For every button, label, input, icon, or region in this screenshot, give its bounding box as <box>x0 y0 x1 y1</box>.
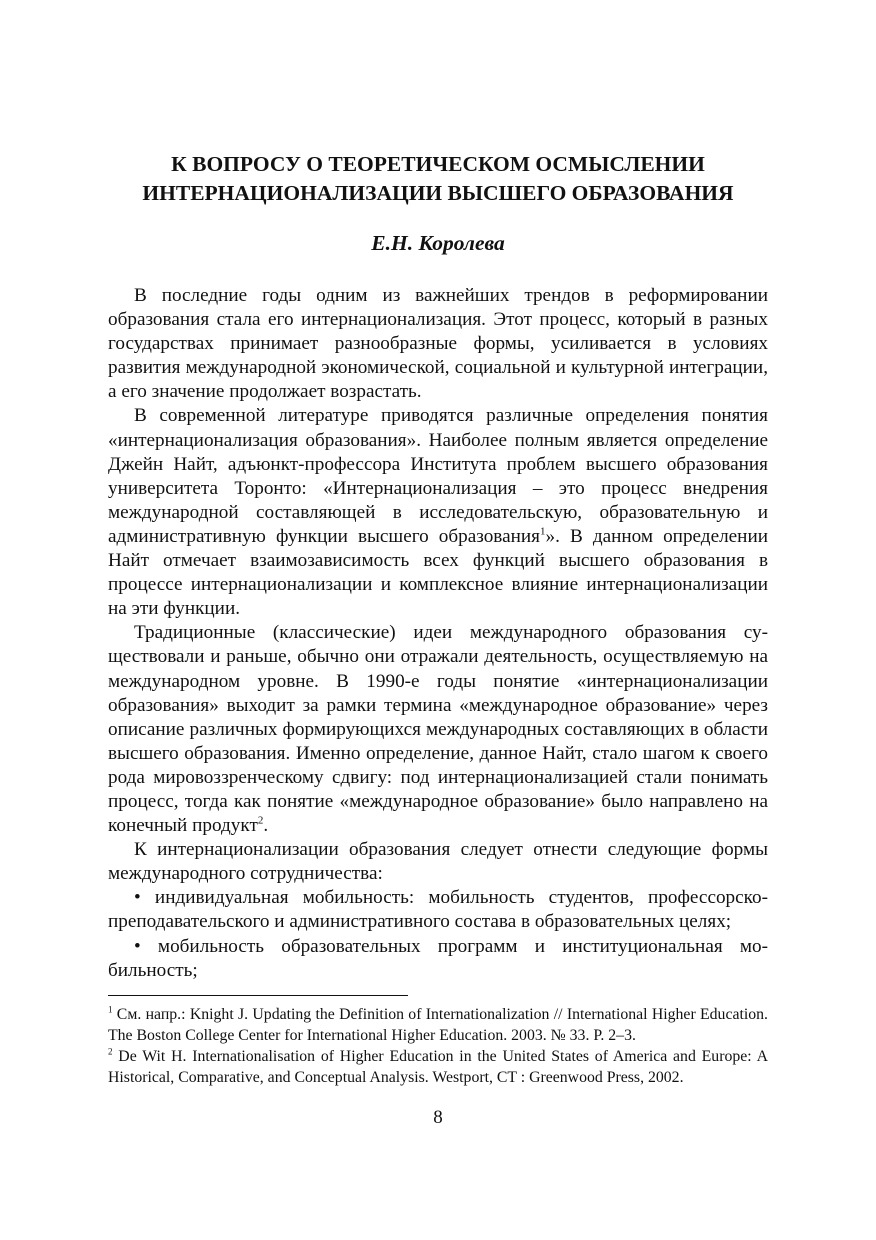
footnote-ref-2[interactable]: 2 <box>257 814 264 827</box>
footnote-mark-1: 1 <box>108 1004 113 1015</box>
footnote-2-text: De Wit H. Internationalisation of Higher Education in the United States of America and Europe: A Historical, Comparative, and Conceptual Analysis. Westport, CT : Greenwood Press, 2002. <box>108 1048 768 1086</box>
paragraph-3-text: Традиционные (классические) идеи международного образования существовали и раньше, обычно они отражали деятельность, осуществляемую на международном уровне. В 1990-е годы понятие «интернационализации образования» выходит за рамки термина «международное образование» через описание различных формирующихся международных составляющих в области высшего образования. Именно определение, данное Найт, стало шагом к своего рода мировоззренческому сдвигу: под интернационализацией стали понимать процесс, тогда как понятие «международное образование» было направлено на конечный продукт <box>108 622 768 837</box>
footnotes <box>108 1004 768 1088</box>
footnote-mark-2: 2 <box>108 1046 113 1057</box>
author-name: Е.Н. Королева <box>371 231 505 255</box>
footnote-2 <box>108 1046 768 1088</box>
paragraph-4: К интернационализации образования следует отнести следующие формы международного сотрудничества: <box>108 839 768 885</box>
paragraph-3-end: . <box>263 815 269 837</box>
article-title-line-2: ИНТЕРНАЦИОНАЛИЗАЦИИ ВЫСШЕГО ОБРАЗОВАНИЯ <box>142 181 734 205</box>
bullet-item-1: • индивидуальная мобильность: мобильность студентов, профессорско-преподавательского и административного состава в образовательных целях; <box>108 887 768 933</box>
paragraph-2 <box>108 404 768 621</box>
paragraph-1: В последние годы одним из важнейших трендов в реформировании образования стала его интернационализация. Этот процесс, который в разных государствах принимает разнообразные формы, усиливается в условиях развития международной экономической, социальной и культурной интеграции, а его значение продолжает возрастать. <box>108 285 768 403</box>
page-number: 8 <box>433 1107 443 1128</box>
article-body <box>108 284 768 983</box>
paragraph-2-end: ». В данном определении Найт отмечает взаимозависимость всех функций высшего образования в процессе интернационализации и комплексное влияние интернационализации на эти функции. <box>108 525 768 620</box>
footnote-1-text: См. напр.: Knight J. Updating the Definition of Internationalization // International Higher Education. The Boston College Center for International Higher Education. 2003. № 33. P. 2–3. <box>108 1006 768 1044</box>
paragraph-2-text: В современной литературе приводятся различные определения понятия «интернационализация образования». Наиболее полным является определение Джейн Найт, адъюнкт-профессора Института проблем высшего образования университета Торонто: «Интернационализация – это процесс внедрения международной составляющей в исследовательскую, образовательную и административную функции высшего образования <box>108 405 768 547</box>
footnote-1 <box>108 1004 768 1046</box>
footnote-ref-1[interactable]: 1 <box>540 525 546 538</box>
footnote-divider <box>108 995 408 996</box>
article-title <box>108 150 768 208</box>
article-title-line-1: К ВОПРОСУ О ТЕОРЕТИЧЕСКОМ ОСМЫСЛЕНИИ <box>171 152 705 176</box>
paragraph-3 <box>108 621 768 838</box>
bullet-item-2: • мобильность образовательных программ и институциональная мобильность; <box>108 935 768 981</box>
